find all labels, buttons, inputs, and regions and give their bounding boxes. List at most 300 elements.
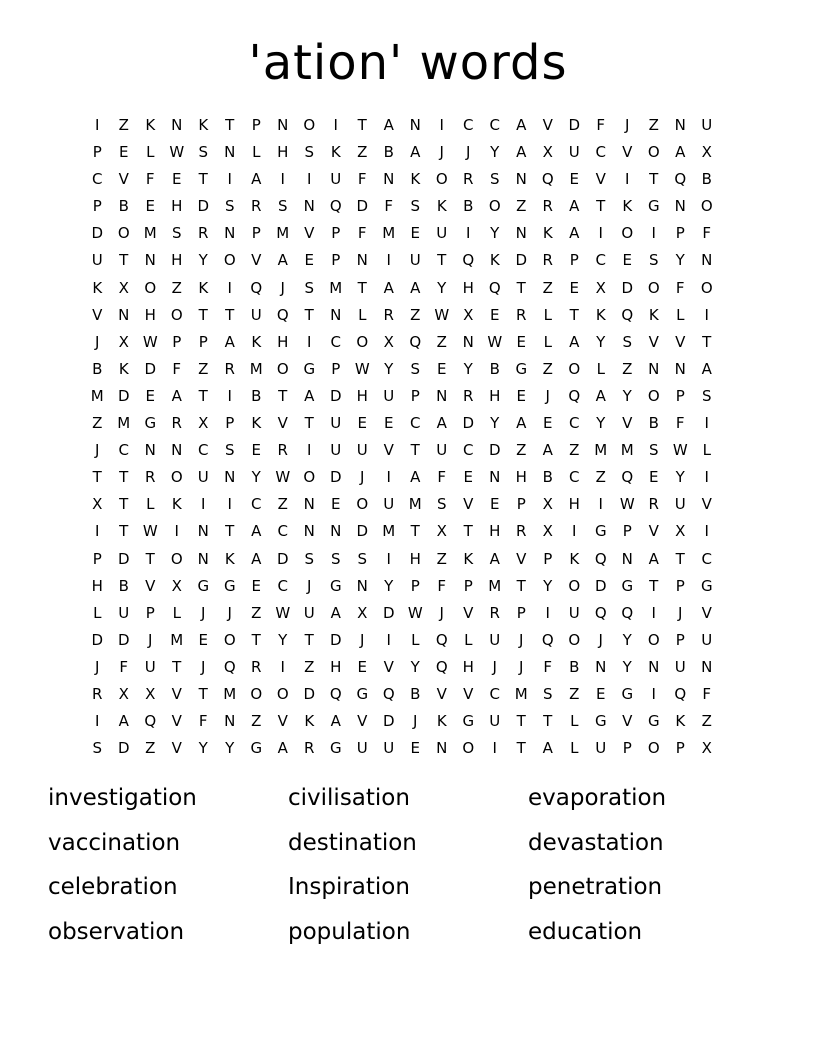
grid-letter: I xyxy=(333,116,338,134)
grid-letter: S xyxy=(701,386,712,405)
grid-letter: Y xyxy=(490,143,500,162)
grid-letter: I xyxy=(386,630,391,649)
word-list-item: destination xyxy=(288,829,417,856)
grid-letter: P xyxy=(92,197,102,216)
grid-letter: T xyxy=(304,630,314,649)
grid-letter: I xyxy=(651,684,656,703)
grid-letter: X xyxy=(357,603,368,622)
grid-letter: K xyxy=(542,224,553,243)
grid-letter: Y xyxy=(490,414,500,433)
grid-letter: K xyxy=(648,305,659,324)
grid-letter: U xyxy=(568,143,580,162)
grid-letter: A xyxy=(383,116,394,134)
grid-letter: V xyxy=(675,332,686,351)
grid-letter: H xyxy=(277,143,289,162)
grid-letter: I xyxy=(95,712,100,731)
grid-letter: P xyxy=(622,739,632,758)
grid-letter: V xyxy=(171,739,182,758)
grid-letter: E xyxy=(410,739,420,758)
grid-letter: U xyxy=(674,495,686,514)
word-list-item: observation xyxy=(48,918,185,945)
grid-letter: T xyxy=(410,522,420,541)
grid-letter: P xyxy=(410,576,420,595)
grid-letter: U xyxy=(356,739,368,758)
grid-letter: C xyxy=(118,441,129,460)
grid-letter: T xyxy=(596,197,606,216)
grid-letter: O xyxy=(621,224,634,243)
grid-letter: U xyxy=(330,414,342,433)
grid-letter: R xyxy=(92,684,103,703)
grid-letter: Q xyxy=(674,684,687,703)
grid-letter: L xyxy=(570,712,579,731)
grid-letter: G xyxy=(329,739,342,758)
grid-letter: K xyxy=(251,332,262,351)
grid-letter: V xyxy=(516,549,527,568)
grid-letter: O xyxy=(435,170,448,189)
grid-letter: P xyxy=(331,251,341,270)
grid-letter: E xyxy=(622,251,632,270)
grid-letter: I xyxy=(307,332,312,351)
grid-letter: T xyxy=(463,522,473,541)
grid-letter: Z xyxy=(436,549,447,568)
grid-letter: G xyxy=(515,359,528,378)
grid-letter: R xyxy=(198,224,209,243)
grid-letter: J xyxy=(360,468,365,487)
grid-letter: I xyxy=(174,522,179,541)
grid-letter: H xyxy=(144,305,156,324)
grid-letter: I xyxy=(280,657,285,676)
grid-letter: J xyxy=(625,116,630,134)
grid-letter: P xyxy=(251,224,261,243)
grid-letter: U xyxy=(489,630,501,649)
grid-letter: H xyxy=(330,657,342,676)
grid-letter: P xyxy=(622,522,632,541)
grid-letter: N xyxy=(330,522,342,541)
grid-letter: P xyxy=(331,224,341,243)
grid-letter: L xyxy=(543,305,552,324)
grid-letter: A xyxy=(648,549,659,568)
grid-letter: V xyxy=(251,251,262,270)
grid-letter: O xyxy=(462,739,475,758)
grid-letter: I xyxy=(227,278,232,297)
grid-letter: V xyxy=(542,116,553,134)
grid-letter: D xyxy=(329,386,342,405)
grid-letter: A xyxy=(251,549,262,568)
grid-letter: R xyxy=(251,197,262,216)
grid-letter: O xyxy=(700,197,713,216)
grid-letter: K xyxy=(198,278,209,297)
grid-letter: U xyxy=(409,251,421,270)
grid-letter: S xyxy=(330,549,341,568)
grid-letter: C xyxy=(410,414,421,433)
grid-letter: O xyxy=(647,386,660,405)
grid-letter: U xyxy=(118,603,130,622)
grid-letter: Q xyxy=(462,251,475,270)
grid-letter: R xyxy=(516,522,527,541)
grid-letter: X xyxy=(542,495,553,514)
grid-letter: E xyxy=(490,495,500,514)
grid-letter: L xyxy=(411,630,420,649)
grid-letter: J xyxy=(360,630,365,649)
grid-letter: V xyxy=(383,441,394,460)
grid-letter: B xyxy=(648,414,659,433)
grid-letter: I xyxy=(704,414,709,433)
grid-letter: S xyxy=(357,549,368,568)
word-list-item: population xyxy=(288,918,411,945)
grid-letter: A xyxy=(410,278,421,297)
grid-letter: Q xyxy=(435,630,448,649)
grid-letter: U xyxy=(595,739,607,758)
grid-letter: T xyxy=(516,576,526,595)
grid-letter: O xyxy=(117,224,130,243)
grid-letter: E xyxy=(569,278,579,297)
grid-letter: A xyxy=(516,143,527,162)
grid-letter: S xyxy=(622,332,633,351)
grid-letter: H xyxy=(171,251,183,270)
grid-letter: G xyxy=(303,359,316,378)
grid-letter: K xyxy=(251,414,262,433)
grid-letter: R xyxy=(383,305,394,324)
grid-letter: P xyxy=(675,630,685,649)
grid-letter: B xyxy=(92,359,103,378)
grid-letter: Y xyxy=(463,359,473,378)
grid-letter: O xyxy=(250,684,263,703)
grid-letter: T xyxy=(198,684,208,703)
grid-letter: H xyxy=(91,576,103,595)
grid-letter: A xyxy=(595,386,606,405)
grid-letter: S xyxy=(304,549,315,568)
grid-letter: M xyxy=(408,495,422,514)
grid-letter: N xyxy=(303,522,315,541)
grid-letter: D xyxy=(594,576,607,595)
grid-letter: P xyxy=(569,251,579,270)
grid-letter: P xyxy=(172,332,182,351)
grid-letter: G xyxy=(647,712,660,731)
word-search-grid xyxy=(84,112,720,762)
grid-letter: U xyxy=(489,712,501,731)
grid-letter: X xyxy=(145,684,156,703)
grid-letter: Y xyxy=(251,468,261,487)
grid-letter: G xyxy=(647,197,660,216)
grid-letter: T xyxy=(225,116,235,134)
grid-letter: O xyxy=(356,495,369,514)
grid-letter: M xyxy=(382,224,396,243)
grid-letter: M xyxy=(90,386,104,405)
grid-letter: F xyxy=(596,116,606,134)
grid-letter: E xyxy=(357,657,367,676)
grid-letter: N xyxy=(197,549,209,568)
grid-letter: U xyxy=(701,630,713,649)
grid-letter: I xyxy=(95,522,100,541)
grid-letter: Z xyxy=(569,441,580,460)
grid-letter: M xyxy=(143,224,157,243)
grid-letter: E xyxy=(384,414,394,433)
grid-letter: I xyxy=(280,170,285,189)
grid-letter: V xyxy=(304,224,315,243)
grid-letter: B xyxy=(701,170,712,189)
grid-letter: I xyxy=(598,495,603,514)
grid-letter: O xyxy=(170,549,183,568)
grid-letter: Q xyxy=(329,197,342,216)
grid-letter: G xyxy=(621,684,634,703)
grid-letter: O xyxy=(647,278,660,297)
grid-letter: M xyxy=(223,684,237,703)
grid-letter: Y xyxy=(278,630,288,649)
grid-letter: X xyxy=(701,143,712,162)
grid-letter: Z xyxy=(701,712,712,731)
grid-letter: L xyxy=(252,143,261,162)
grid-letter: F xyxy=(437,468,447,487)
grid-letter: T xyxy=(119,251,129,270)
grid-letter: V xyxy=(171,684,182,703)
grid-letter: A xyxy=(675,143,686,162)
grid-letter: T xyxy=(357,278,367,297)
grid-letter: D xyxy=(303,684,316,703)
grid-letter: Q xyxy=(435,657,448,676)
grid-letter: E xyxy=(251,576,261,595)
grid-letter: F xyxy=(543,657,553,676)
grid-letter: Z xyxy=(622,359,633,378)
grid-letter: K xyxy=(489,251,500,270)
grid-letter: T xyxy=(225,305,235,324)
grid-letter: L xyxy=(146,495,155,514)
grid-letter: W xyxy=(142,522,158,541)
grid-letter: S xyxy=(410,359,421,378)
grid-letter: L xyxy=(543,332,552,351)
grid-letter: W xyxy=(434,305,450,324)
grid-letter: A xyxy=(277,739,288,758)
grid-letter: E xyxy=(516,332,526,351)
grid-letter: Z xyxy=(277,495,288,514)
grid-letter: O xyxy=(647,143,660,162)
grid-letter: K xyxy=(330,143,341,162)
grid-letter: T xyxy=(516,712,526,731)
grid-letter: I xyxy=(201,495,206,514)
grid-letter: G xyxy=(621,576,634,595)
grid-letter: R xyxy=(489,603,500,622)
grid-letter: T xyxy=(649,170,659,189)
grid-letter: Y xyxy=(410,657,420,676)
grid-letter: R xyxy=(304,739,315,758)
grid-letter: X xyxy=(595,278,606,297)
grid-letter: A xyxy=(542,441,553,460)
grid-letter: A xyxy=(542,739,553,758)
grid-letter: V xyxy=(383,657,394,676)
grid-letter: X xyxy=(171,576,182,595)
grid-letter: N xyxy=(409,116,421,134)
grid-letter: N xyxy=(277,116,289,134)
grid-letter: Y xyxy=(596,332,606,351)
grid-letter: U xyxy=(91,251,103,270)
grid-letter: W xyxy=(275,603,291,622)
grid-letter: X xyxy=(542,143,553,162)
grid-letter: V xyxy=(622,712,633,731)
grid-letter: D xyxy=(117,739,130,758)
grid-letter: Y xyxy=(596,414,606,433)
grid-letter: O xyxy=(170,305,183,324)
grid-letter: B xyxy=(410,684,421,703)
grid-letter: B xyxy=(542,468,553,487)
grid-letter: E xyxy=(331,495,341,514)
grid-letter: O xyxy=(700,278,713,297)
grid-letter: O xyxy=(568,359,581,378)
grid-letter: W xyxy=(407,603,423,622)
grid-letter: U xyxy=(383,386,395,405)
grid-letter: Y xyxy=(490,224,500,243)
grid-letter: L xyxy=(93,603,102,622)
grid-letter: U xyxy=(383,495,395,514)
grid-letter: S xyxy=(224,441,235,460)
grid-letter: V xyxy=(463,603,474,622)
grid-letter: E xyxy=(437,359,447,378)
grid-letter: P xyxy=(410,386,420,405)
grid-letter: I xyxy=(545,603,550,622)
grid-letter: D xyxy=(382,603,395,622)
grid-letter: N xyxy=(462,332,474,351)
grid-letter: G xyxy=(144,414,157,433)
grid-letter: L xyxy=(676,305,685,324)
grid-letter: O xyxy=(303,468,316,487)
grid-letter: X xyxy=(118,332,129,351)
grid-letter: Q xyxy=(488,278,501,297)
grid-letter: N xyxy=(674,197,686,216)
grid-letter: J xyxy=(439,603,444,622)
grid-letter: P xyxy=(543,549,553,568)
grid-letter: T xyxy=(516,278,526,297)
grid-letter: S xyxy=(304,143,315,162)
grid-letter: N xyxy=(356,576,368,595)
grid-letter: I xyxy=(95,116,100,134)
grid-letter: V xyxy=(145,576,156,595)
grid-letter: N xyxy=(436,739,448,758)
grid-letter: N xyxy=(674,359,686,378)
grid-letter: O xyxy=(144,278,157,297)
grid-letter: Z xyxy=(436,332,447,351)
grid-letter: X xyxy=(92,495,103,514)
grid-letter: A xyxy=(701,359,712,378)
grid-letter: W xyxy=(169,143,185,162)
grid-letter: C xyxy=(463,116,474,134)
grid-letter: C xyxy=(701,549,712,568)
grid-letter: X xyxy=(542,522,553,541)
grid-letter: S xyxy=(648,441,659,460)
grid-letter: A xyxy=(410,468,421,487)
grid-letter: M xyxy=(514,684,528,703)
grid-letter: S xyxy=(542,684,553,703)
grid-letter: X xyxy=(118,278,129,297)
grid-letter: N xyxy=(515,170,527,189)
grid-letter: J xyxy=(201,603,206,622)
grid-letter: I xyxy=(386,468,391,487)
grid-letter: F xyxy=(675,278,685,297)
word-list xyxy=(48,776,768,954)
grid-letter: E xyxy=(198,630,208,649)
grid-letter: V xyxy=(171,712,182,731)
grid-letter: P xyxy=(675,386,685,405)
grid-letter: N xyxy=(224,224,236,243)
grid-letter: M xyxy=(276,224,290,243)
grid-letter: V xyxy=(357,712,368,731)
grid-letter: X xyxy=(118,684,129,703)
grid-letter: Q xyxy=(594,603,607,622)
grid-letter: C xyxy=(489,116,500,134)
grid-letter: W xyxy=(672,441,688,460)
grid-letter: Y xyxy=(384,359,394,378)
grid-letter: F xyxy=(198,712,208,731)
grid-letter: Z xyxy=(595,468,606,487)
grid-letter: N xyxy=(489,468,501,487)
grid-letter: O xyxy=(276,359,289,378)
grid-letter: T xyxy=(437,251,447,270)
grid-letter: F xyxy=(357,224,367,243)
grid-letter: N xyxy=(224,143,236,162)
grid-letter: M xyxy=(329,278,343,297)
grid-letter: J xyxy=(95,332,100,351)
grid-letter: N xyxy=(171,441,183,460)
grid-letter: I xyxy=(227,386,232,405)
grid-letter: N xyxy=(118,305,130,324)
grid-letter: T xyxy=(543,712,553,731)
grid-letter: Q xyxy=(541,170,554,189)
grid-letter: R xyxy=(277,441,288,460)
grid-letter: B xyxy=(463,197,474,216)
word-list-item: celebration xyxy=(48,874,178,900)
grid-letter: K xyxy=(198,116,209,134)
grid-letter: J xyxy=(413,712,418,731)
grid-letter: G xyxy=(594,522,607,541)
grid-letter: K xyxy=(145,116,156,134)
grid-letter: Z xyxy=(516,441,527,460)
grid-letter: D xyxy=(329,468,342,487)
grid-letter: M xyxy=(170,630,184,649)
grid-letter: C xyxy=(277,522,288,541)
grid-letter: M xyxy=(382,522,396,541)
grid-letter: A xyxy=(224,332,235,351)
grid-letter: I xyxy=(492,739,497,758)
grid-letter: R xyxy=(463,386,474,405)
grid-letter: N xyxy=(383,170,395,189)
grid-letter: O xyxy=(647,630,660,649)
grid-letter: E xyxy=(516,386,526,405)
grid-letter: K xyxy=(463,549,474,568)
grid-letter: Z xyxy=(198,359,209,378)
grid-letter: E xyxy=(649,468,659,487)
grid-letter: G xyxy=(356,684,369,703)
grid-letter: J xyxy=(598,630,603,649)
grid-letter: A xyxy=(436,414,447,433)
grid-letter: D xyxy=(91,224,104,243)
grid-letter: C xyxy=(489,684,500,703)
grid-letter: E xyxy=(463,468,473,487)
grid-letter: T xyxy=(198,305,208,324)
grid-letter: J xyxy=(227,603,232,622)
grid-letter: T xyxy=(278,386,288,405)
grid-letter: B xyxy=(569,657,580,676)
grid-letter: D xyxy=(329,630,342,649)
grid-letter: U xyxy=(303,603,315,622)
grid-letter: M xyxy=(620,441,634,460)
grid-letter: S xyxy=(224,197,235,216)
grid-letter: E xyxy=(490,305,500,324)
grid-letter: V xyxy=(118,170,129,189)
grid-letter: L xyxy=(702,441,711,460)
grid-letter: P xyxy=(198,332,208,351)
grid-letter: E xyxy=(304,251,314,270)
grid-letter: H xyxy=(568,495,580,514)
grid-letter: J xyxy=(466,143,471,162)
grid-letter: T xyxy=(357,116,367,134)
grid-letter: V xyxy=(595,170,606,189)
